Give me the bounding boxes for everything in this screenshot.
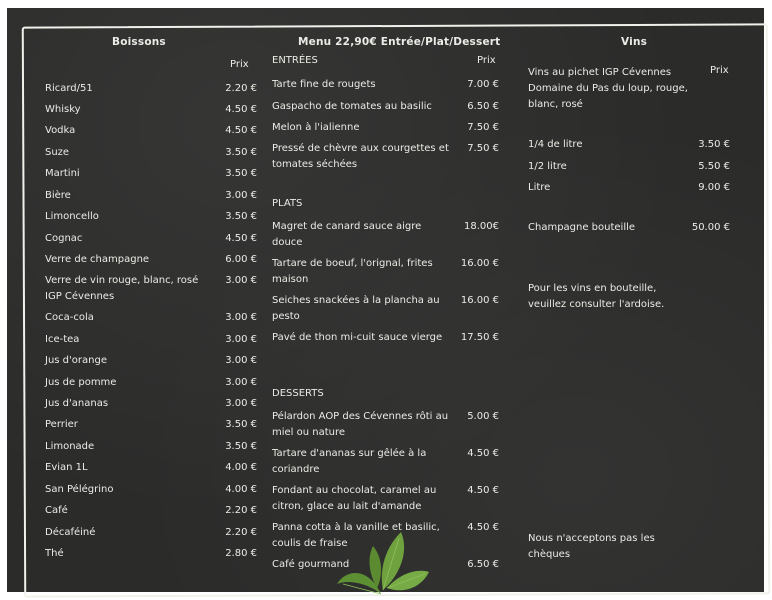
boissons-item [45,81,257,97]
item-price: 3.00 € [225,190,257,201]
item-name: Litre [528,182,551,193]
item-name: Pressé de chèvre aux courgettes et tomates séchées [272,143,449,170]
item-price: 4.50 € [467,485,499,496]
boissons-item [45,273,257,305]
item-price: 2.20 € [225,505,257,516]
boissons-item [45,525,257,541]
boissons-title: Boissons [112,36,166,48]
item-name: Bière [45,190,71,201]
boissons-item [45,482,257,498]
chalkboard [7,8,764,592]
boissons-item [45,145,257,161]
item-name: Café gourmand [272,559,350,570]
menu-title: Menu 22,90€ Entrée/Plat/Dessert [298,36,501,48]
item-price: 3.50 € [225,168,257,179]
item-name: Pavé de thon mi-cuit sauce vierge [272,332,443,343]
item-price: 18.00€ [464,221,499,232]
item-price: 3.00 € [225,398,257,409]
item-price: 4.50 € [225,125,257,136]
boissons-item [45,188,257,204]
item-name: Panna cotta à la vanille et basilic, coulis de fraise [272,522,440,549]
boissons-item [45,310,257,326]
item-price: 16.00 € [460,295,499,306]
cheque-note: Nous n'acceptons pas les chèques [528,533,655,560]
item-name: Jus d'ananas [45,398,109,409]
item-price: 5.00 € [467,411,499,422]
item-price: 6.50 € [467,559,499,570]
item-name: Tartare d'ananas sur gêlée à la coriandre [272,448,427,475]
item-price: 16.00 € [460,258,499,269]
item-price: 9.00 € [698,182,730,193]
desserts-heading: DESSERTS [272,388,324,399]
item-name: Perrier [45,419,78,430]
item-name: Tarte fine de rougets [272,79,376,90]
entrees-item [272,120,499,136]
plats-item [272,219,499,251]
item-price: 3.50 € [225,441,257,452]
vins-pichet-label: Vins au pichet IGP Cévennes Domaine du Pas du loup, rouge, blanc, rosé [528,67,688,110]
boissons-item [45,231,257,247]
item-price: 4.50 € [467,522,499,533]
item-price: 3.00 € [225,334,257,345]
item-name: Magret de canard sauce aigre douce [272,221,422,248]
boissons-item [45,546,257,562]
item-price: 3.50 € [225,211,257,222]
vins-item [528,180,730,196]
item-name: Evian 1L [45,462,88,473]
boissons-item [45,417,257,433]
item-name: Fondant au chocolat, caramel au citron, glace au lait d'amande [272,485,437,512]
item-name: Melon à l'ialienne [272,122,360,133]
boissons-item [45,332,257,348]
plats-item [272,293,499,325]
desserts-item [272,446,499,478]
item-price: 7.50 € [467,122,499,133]
item-name: Coca-cola [45,312,94,323]
boissons-item [45,439,257,455]
item-price: 3.00 € [225,355,257,366]
item-name: Jus d'orange [45,355,107,366]
item-price: 17.50 € [460,332,499,343]
item-name: Café [45,505,68,516]
vins-title: Vins [621,36,648,48]
item-price: 4.00 € [225,462,257,473]
boissons-item [45,102,257,118]
entrees-item [272,141,499,173]
entrees-item [272,77,499,93]
item-price: 6.00 € [225,254,257,265]
item-name: Limonade [45,441,95,452]
item-price: 4.50 € [467,448,499,459]
plats-item [272,330,499,362]
item-name: Ice-tea [45,334,80,345]
item-price: 5.50 € [698,161,730,172]
boissons-item [45,396,257,412]
item-name: Vodka [45,125,76,136]
item-price: 4.50 € [225,104,257,115]
item-name: Suze [45,147,70,158]
item-price: 3.50 € [225,419,257,430]
item-price: 2.80 € [225,548,257,559]
boissons-item [45,503,257,519]
item-name: Martini [45,168,80,179]
item-name: Whisky [45,104,81,115]
item-name: Pélardon AOP des Cévennes rôti au miel ou nature [272,411,449,438]
item-price: 3.00 € [225,312,257,323]
bouteille-note: Pour les vins en bouteille, veuillez consulter l'ardoise. [528,283,665,310]
item-name: Thé [45,548,64,559]
boissons-item [45,209,257,225]
item-name: 1/4 de litre [528,139,583,150]
basil-leaves-icon [329,524,433,596]
item-name: Tartare de boeuf, l'orignal, frites maison [272,258,433,285]
item-name: Verre de vin rouge, blanc, rosé IGP Cévennes [45,275,199,302]
item-name: Gaspacho de tomates au basilic [272,101,432,112]
item-name: Cognac [45,233,83,244]
item-name: Ricard/51 [45,83,93,94]
item-name: 1/2 litre [528,161,567,172]
entrees-item [272,99,499,115]
entrees-heading: ENTRÉES [272,55,318,66]
champagne-price: 50.00 € [691,222,730,233]
item-price: 2.20 € [225,83,257,94]
boissons-item [45,460,257,476]
boissons-item [45,353,257,369]
plats-heading: PLATS [272,198,303,209]
boissons-item [45,123,257,139]
plats-item [272,256,499,288]
item-name: Seiches snackées à la plancha au pesto [272,295,440,322]
item-name: Limoncello [45,211,99,222]
boissons-item [45,252,257,268]
item-price: 3.00 € [225,275,257,286]
item-price: 3.00 € [225,377,257,388]
item-price: 2.20 € [225,527,257,538]
item-price: 7.50 € [467,143,499,154]
boissons-price-header: Prix [230,59,249,70]
vins-item [528,137,730,153]
item-price: 6.50 € [467,101,499,112]
item-name: Décaféiné [45,527,96,538]
item-price: 3.50 € [225,147,257,158]
item-name: San Pélégrino [45,484,114,495]
vins-item [528,159,730,175]
item-name: Jus de pomme [45,377,117,388]
item-price: 7.00 € [467,79,499,90]
item-price: 4.00 € [225,484,257,495]
item-name: Verre de champagne [45,254,150,265]
item-price: 4.50 € [225,233,257,244]
item-price: 3.50 € [698,139,730,150]
boissons-item [45,166,257,182]
champagne-name: Champagne bouteille [528,222,636,233]
vins-price-header: Prix [710,65,729,76]
champagne-row [528,220,730,236]
desserts-item [272,483,499,515]
desserts-item [272,409,499,441]
boissons-item [45,375,257,391]
menu-price-header: Prix [477,55,496,66]
